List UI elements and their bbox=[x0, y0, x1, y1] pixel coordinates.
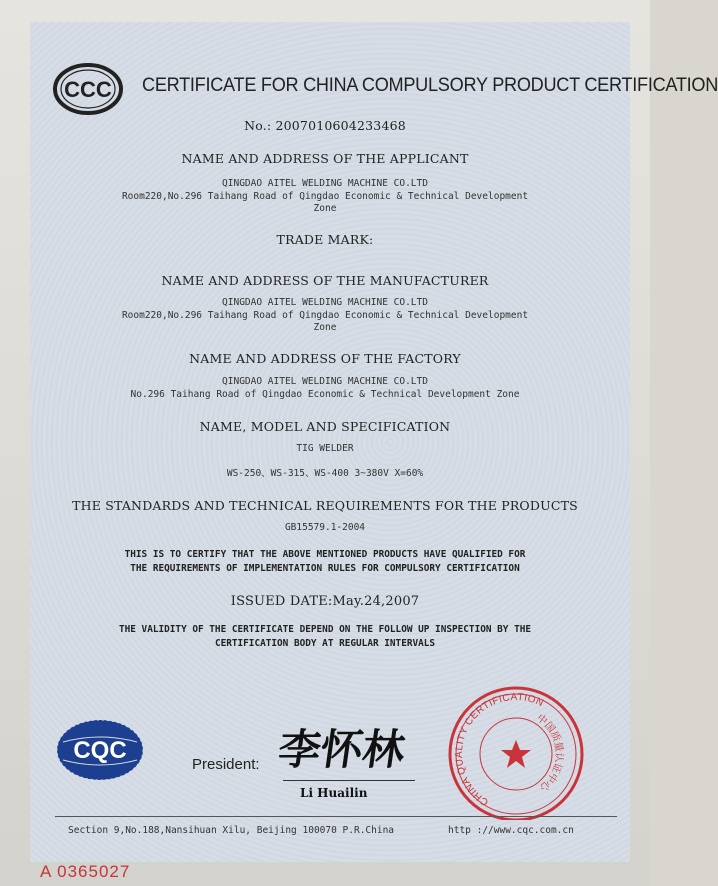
president-label: President: bbox=[192, 756, 260, 773]
footer-divider bbox=[55, 816, 617, 817]
applicant-heading: NAME AND ADDRESS OF THE APPLICANT bbox=[181, 151, 469, 166]
certificate-header bbox=[52, 62, 718, 118]
product-heading: NAME, MODEL AND SPECIFICATION bbox=[199, 419, 451, 434]
applicant-address-line1: Room220,No.296 Taihang Road of Qingdao Economic & Technical Development bbox=[121, 191, 529, 202]
signature-line bbox=[283, 780, 415, 781]
applicant-name: QINGDAO AITEL WELDING MACHINE CO.LTD bbox=[222, 178, 428, 189]
manufacturer-name: QINGDAO AITEL WELDING MACHINE CO.LTD bbox=[222, 297, 428, 308]
product-name: TIG WELDER bbox=[296, 443, 354, 454]
seal-inner-text: 中国质量认证中心 bbox=[534, 712, 565, 793]
standards-code: GB15579.1-2004 bbox=[284, 522, 366, 533]
svg-text:CHINA QUALITY CERTIFICATION CE bbox=[442, 680, 547, 820]
certificate-title: CERTIFICATE FOR CHINA COMPULSORY PRODUCT CERTIFICATION bbox=[142, 74, 718, 96]
validity-line2: CERTIFICATION BODY AT REGULAR INTERVALS bbox=[214, 638, 436, 649]
trademark-heading: TRADE MARK: bbox=[276, 232, 374, 247]
issued-date: ISSUED DATE:May.24,2007 bbox=[230, 594, 420, 609]
signature-text: 李怀林 bbox=[275, 725, 409, 774]
product-models: WS-250、WS-315、WS-400 3~380V X=60% bbox=[226, 468, 424, 479]
factory-heading: NAME AND ADDRESS OF THE FACTORY bbox=[189, 351, 461, 366]
ccc-mark-logo bbox=[52, 62, 124, 116]
manufacturer-address-line1: Room220,No.296 Taihang Road of Qingdao Economic & Technical Development bbox=[121, 310, 529, 321]
footer-url: http ://www.cqc.com.cn bbox=[448, 825, 574, 836]
ccc-logo-text: CCC bbox=[64, 77, 112, 102]
seal-outer-text: CHINA QUALITY CERTIFICATION bbox=[453, 691, 546, 808]
certify-line2: THE REQUIREMENTS OF IMPLEMENTATION RULES FOR COMPULSORY CERTIFICATION bbox=[130, 563, 520, 574]
cqc-logo bbox=[55, 718, 145, 782]
certificate-number: No.: 2007010604233468 bbox=[244, 118, 406, 133]
cqc-red-seal bbox=[442, 680, 590, 820]
cqc-logo-text: CQC bbox=[73, 737, 127, 764]
manufacturer-heading: NAME AND ADDRESS OF THE MANUFACTURER bbox=[161, 273, 489, 288]
validity-line1: THE VALIDITY OF THE CERTIFICATE DEPEND ON THE FOLLOW UP INSPECTION BY THE bbox=[118, 624, 532, 635]
serial-number: A 0365027 bbox=[40, 862, 131, 881]
president-signature bbox=[272, 712, 422, 782]
applicant-address-line2: Zone bbox=[313, 203, 337, 214]
certify-line1: THIS IS TO CERTIFY THAT THE ABOVE MENTIONED PRODUCTS HAVE QUALIFIED FOR bbox=[124, 549, 526, 560]
footer-address: Section 9,No.188,Nansihuan Xilu, Beijing 100070 P.R.China bbox=[68, 825, 395, 836]
factory-address: No.296 Taihang Road of Qingdao Economic & Technical Development Zone bbox=[130, 389, 520, 400]
factory-name: QINGDAO AITEL WELDING MACHINE CO.LTD bbox=[222, 376, 428, 387]
president-name: Li Huailin bbox=[300, 786, 368, 800]
standards-heading: THE STANDARDS AND TECHNICAL REQUIREMENTS FOR THE PRODUCTS bbox=[72, 498, 578, 513]
manufacturer-address-line2: Zone bbox=[313, 322, 337, 333]
